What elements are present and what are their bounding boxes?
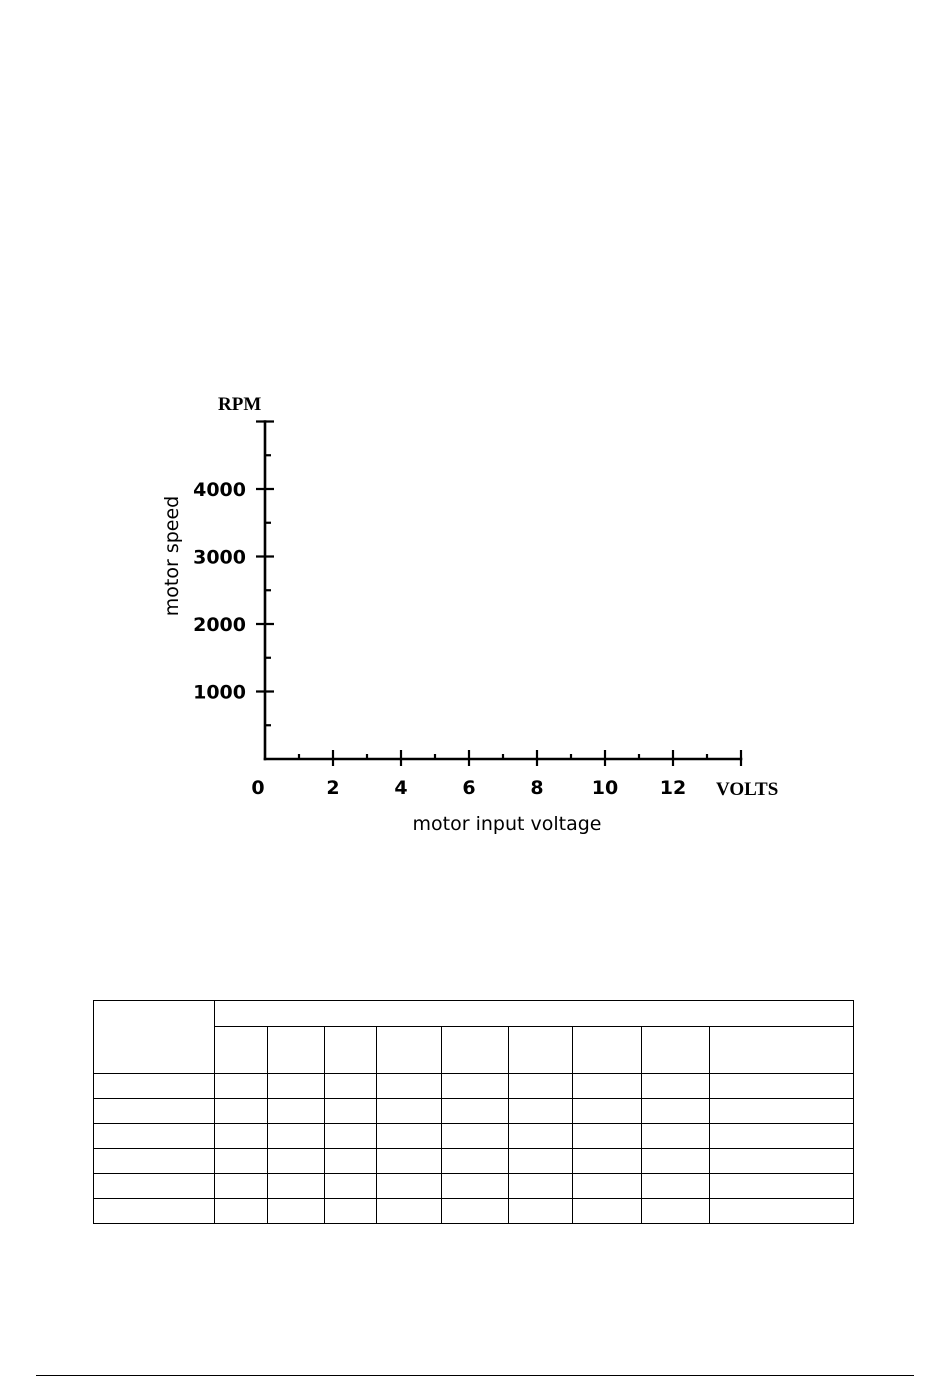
x-unit-label: VOLTS xyxy=(716,779,779,800)
table-cell[interactable] xyxy=(642,1099,710,1124)
chart-ticks xyxy=(256,422,741,767)
table-header-row xyxy=(94,1001,854,1027)
table-cell[interactable] xyxy=(509,1174,573,1199)
y-unit-label: RPM xyxy=(218,394,262,415)
table-cell[interactable] xyxy=(442,1199,509,1224)
table-cell[interactable] xyxy=(94,1099,215,1124)
table-cell[interactable] xyxy=(573,1099,642,1124)
x-tick-label: 8 xyxy=(530,777,544,799)
table-cell[interactable] xyxy=(268,1074,325,1099)
table-row xyxy=(94,1124,854,1149)
table-cell[interactable] xyxy=(268,1124,325,1149)
x-axis-title: motor input voltage xyxy=(412,813,602,835)
table-cell[interactable] xyxy=(442,1124,509,1149)
table-cell[interactable] xyxy=(268,1174,325,1199)
table-cell[interactable] xyxy=(377,1174,442,1199)
table-corner-cell[interactable] xyxy=(94,1001,215,1074)
table-cell[interactable] xyxy=(642,1027,710,1074)
table-cell[interactable] xyxy=(442,1027,509,1074)
table-cell[interactable] xyxy=(509,1124,573,1149)
table-row xyxy=(94,1074,854,1099)
table-cell[interactable] xyxy=(377,1027,442,1074)
table-cell[interactable] xyxy=(325,1174,377,1199)
table-cell[interactable] xyxy=(94,1074,215,1099)
chart-tick-labels xyxy=(193,479,686,799)
table-cell[interactable] xyxy=(325,1027,377,1074)
table-cell[interactable] xyxy=(325,1124,377,1149)
table-cell[interactable] xyxy=(573,1027,642,1074)
table-cell[interactable] xyxy=(215,1149,268,1174)
footer-rule xyxy=(36,1375,914,1376)
y-tick-label: 4000 xyxy=(193,479,246,501)
table-row xyxy=(94,1099,854,1124)
x-tick-label: 6 xyxy=(462,777,476,799)
table-cell[interactable] xyxy=(642,1124,710,1149)
table-cell[interactable] xyxy=(377,1099,442,1124)
table-cell[interactable] xyxy=(94,1149,215,1174)
table-cell[interactable] xyxy=(573,1199,642,1224)
table-cell[interactable] xyxy=(442,1174,509,1199)
data-table xyxy=(93,1000,854,1224)
table-cell[interactable] xyxy=(325,1199,377,1224)
table-cell[interactable] xyxy=(377,1074,442,1099)
table-cell[interactable] xyxy=(573,1074,642,1099)
table-cell[interactable] xyxy=(509,1027,573,1074)
table-cell[interactable] xyxy=(509,1149,573,1174)
table-cell[interactable] xyxy=(325,1149,377,1174)
y-tick-label: 3000 xyxy=(193,546,246,569)
table-cell[interactable] xyxy=(710,1074,854,1099)
y-tick-label: 2000 xyxy=(193,614,246,636)
y-axis-title: motor speed xyxy=(161,495,183,617)
table-cell[interactable] xyxy=(442,1099,509,1124)
table-cell[interactable] xyxy=(442,1074,509,1099)
table-cell[interactable] xyxy=(710,1099,854,1124)
x-tick-label: 10 xyxy=(591,777,619,799)
table-cell[interactable] xyxy=(710,1199,854,1224)
table-cell[interactable] xyxy=(325,1099,377,1124)
x-tick-label: 12 xyxy=(659,777,687,799)
table-cell[interactable] xyxy=(377,1199,442,1224)
table-cell[interactable] xyxy=(215,1174,268,1199)
table-cell[interactable] xyxy=(642,1149,710,1174)
table-cell[interactable] xyxy=(377,1124,442,1149)
table-cell[interactable] xyxy=(215,1027,268,1074)
table-cell[interactable] xyxy=(710,1149,854,1174)
table-group-header-cell[interactable] xyxy=(215,1001,854,1027)
table-row xyxy=(94,1174,854,1199)
table-cell[interactable] xyxy=(94,1199,215,1224)
table-row xyxy=(94,1149,854,1174)
table-cell[interactable] xyxy=(573,1124,642,1149)
table-cell[interactable] xyxy=(215,1099,268,1124)
table-cell[interactable] xyxy=(573,1149,642,1174)
table-cell[interactable] xyxy=(642,1074,710,1099)
table-cell[interactable] xyxy=(94,1174,215,1199)
x-tick-label: 0 xyxy=(251,777,265,799)
y-tick-label: 1000 xyxy=(193,681,246,704)
table-cell[interactable] xyxy=(268,1149,325,1174)
table-cell[interactable] xyxy=(710,1174,854,1199)
table-cell[interactable] xyxy=(509,1099,573,1124)
table-cell[interactable] xyxy=(509,1199,573,1224)
chart-axes xyxy=(265,422,741,760)
table-cell[interactable] xyxy=(325,1074,377,1099)
table-cell[interactable] xyxy=(442,1149,509,1174)
table-cell[interactable] xyxy=(268,1099,325,1124)
table-cell[interactable] xyxy=(94,1124,215,1149)
table-cell[interactable] xyxy=(268,1027,325,1074)
table-cell[interactable] xyxy=(215,1124,268,1149)
x-tick-label: 2 xyxy=(326,777,340,799)
table-cell[interactable] xyxy=(642,1199,710,1224)
table-cell[interactable] xyxy=(710,1124,854,1149)
table-cell[interactable] xyxy=(268,1199,325,1224)
x-tick-label: 4 xyxy=(394,777,408,799)
table-cell[interactable] xyxy=(642,1174,710,1199)
table-cell[interactable] xyxy=(215,1199,268,1224)
table-cell[interactable] xyxy=(377,1149,442,1174)
table-row xyxy=(94,1199,854,1224)
table-cell[interactable] xyxy=(215,1074,268,1099)
table-cell[interactable] xyxy=(573,1174,642,1199)
table-cell[interactable] xyxy=(509,1074,573,1099)
table-cell[interactable] xyxy=(710,1027,854,1074)
